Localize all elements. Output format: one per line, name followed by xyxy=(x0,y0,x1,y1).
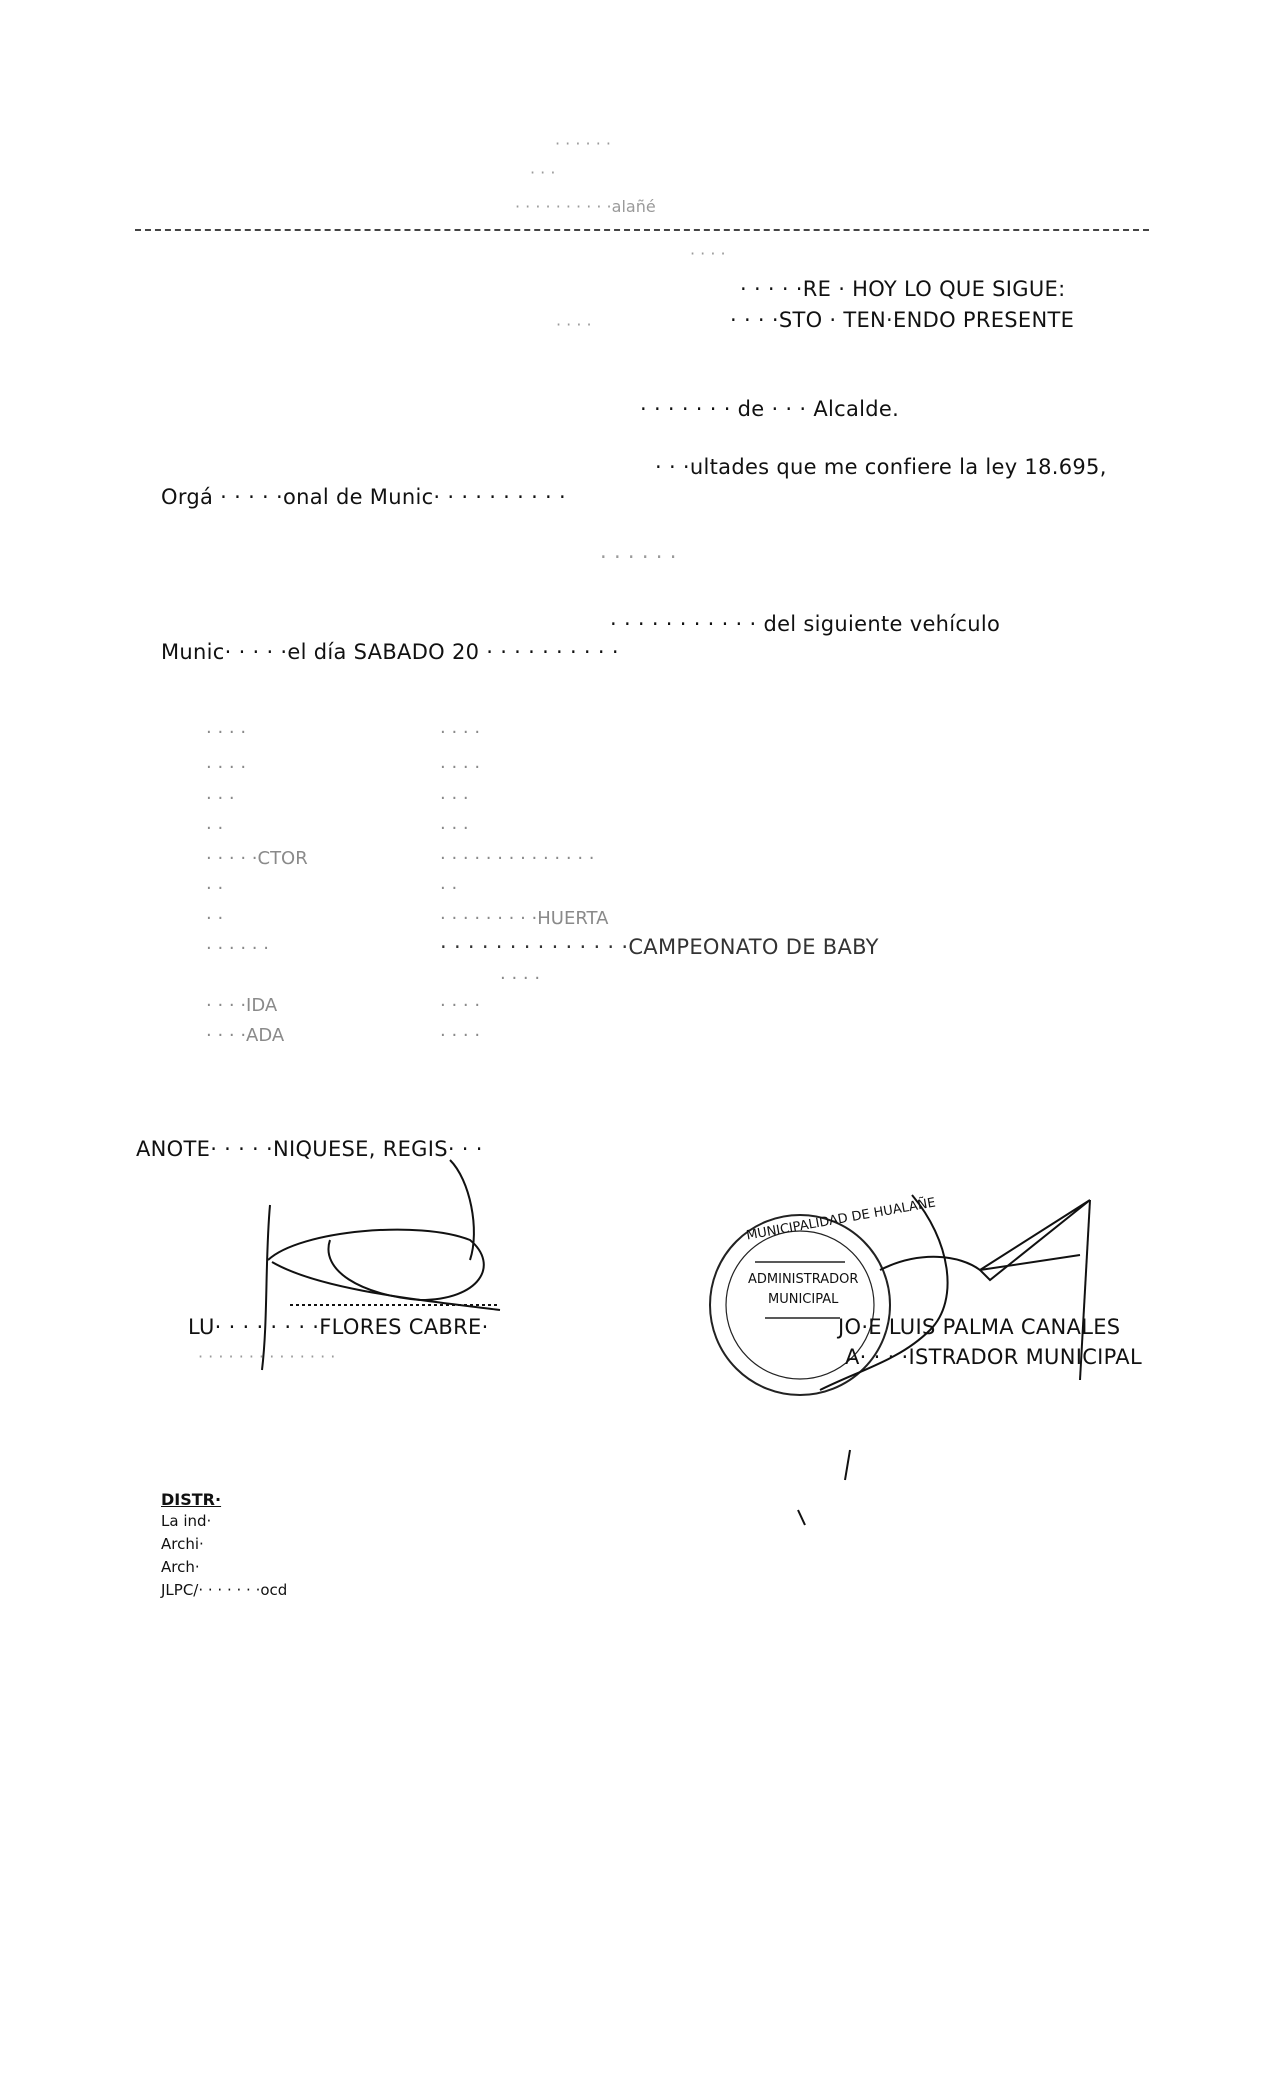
field-label: · · · · xyxy=(206,757,247,778)
decree-facultades-line: · · ·ultades que me confiere la ley 18.695, xyxy=(655,455,1107,479)
decree-line-vistos: · · · ·STO · TEN·ENDO PRESENTE xyxy=(730,308,1075,332)
distribution-line: JLPC/· · · · · · ·ocd xyxy=(161,1581,288,1599)
decree-municipal-line: Munic· · · · ·el día SABADO 20 · · · · · · · · · · xyxy=(161,640,619,664)
distribution-title: DISTR· xyxy=(161,1490,222,1509)
field-value: · · · · · · · · ·HUERTA xyxy=(440,908,609,929)
field-value: · · · · xyxy=(440,722,481,743)
field-value: · · · xyxy=(440,818,469,839)
field-value: · · · · xyxy=(440,1025,481,1046)
decree-line-hoy: · · · · ·RE · HOY LO QUE SIGUE: xyxy=(740,277,1066,301)
distribution-line: Archi· xyxy=(161,1535,204,1553)
decree-number-line: · · · · xyxy=(690,244,726,263)
field-label: · · xyxy=(206,878,224,899)
field-label: · · · ·IDA xyxy=(206,995,278,1016)
field-label: · · · · · · xyxy=(206,938,269,959)
field-value: · · · · · · · · · · · · · · xyxy=(440,848,595,869)
field-value: · · xyxy=(440,878,458,899)
field-label: · · xyxy=(206,818,224,839)
field-value: · · · · xyxy=(500,968,541,989)
left-signatory-name: LU· · · · · · · ·FLORES CABRE· xyxy=(188,1315,489,1339)
seal-center-line-1: ADMINISTRADOR xyxy=(748,1272,859,1287)
seal-ring-text: MUNICIPALIDAD DE HUALAÑE xyxy=(745,1195,937,1244)
distribution-line: Arch· xyxy=(161,1558,200,1576)
decree-alcalde-line: · · · · · · · de · · · Alcalde. xyxy=(640,397,900,421)
field-label: · · xyxy=(206,908,224,929)
field-value: · · · xyxy=(440,788,469,809)
field-label: · · · · xyxy=(206,722,247,743)
letterhead-line-2: · · · xyxy=(530,163,556,182)
distribution-line: La ind· xyxy=(161,1512,212,1530)
letterhead-line-3: · · · · · · · · · ·alañé xyxy=(515,197,656,216)
decree-vehiculo-line: · · · · · · · · · · · del siguiente vehículo xyxy=(610,612,1001,636)
field-value: · · · · · · · · · · · · · ·CAMPEONATO DE BABY xyxy=(440,935,879,959)
anotese-line: ANOTE· · · · ·NIQUESE, REGIS· · · xyxy=(136,1137,483,1161)
seal-center-line-2: MUNICIPAL xyxy=(768,1292,839,1307)
decree-organica-line: Orgá · · · · ·onal de Munic· · · · · · · · · · xyxy=(161,485,566,509)
right-signatory-name: JO·E LUIS PALMA CANALES xyxy=(838,1315,1121,1339)
letterhead-line-1: · · · · · · xyxy=(555,134,611,153)
date-stamp-partial: · · · · xyxy=(556,315,592,334)
field-label: · · · · ·CTOR xyxy=(206,848,308,869)
decreto-heading: · · · · · · xyxy=(600,545,677,569)
field-value: · · · · xyxy=(440,995,481,1016)
right-signatory-title: A· · · ·ISTRADOR MUNICIPAL xyxy=(845,1345,1142,1369)
field-value: · · · · xyxy=(440,757,481,778)
field-label: · · · xyxy=(206,788,235,809)
field-label: · · · ·ADA xyxy=(206,1025,285,1046)
left-signatory-title: · · · · · · · · · · · · · · xyxy=(198,1347,336,1366)
